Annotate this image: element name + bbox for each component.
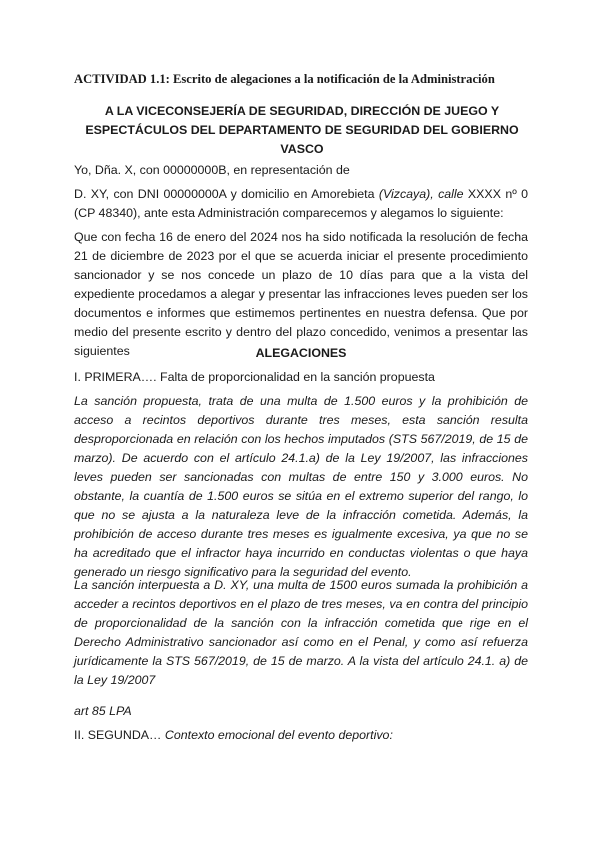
second-allegation-heading bbox=[74, 726, 528, 745]
intro-line: Yo, Dña. X, con 00000000B, en representación de bbox=[74, 163, 350, 177]
activity-header bbox=[74, 72, 534, 87]
notification-paragraph: Que con fecha 16 de enero del 2024 nos ha sido notificada la resolución de fecha 21 de diciembre de 2023 por el que se acuerda iniciar el presente procedimiento sancionador y se nos concede un plazo de 10 días para que a la vista del expediente procedamos a alegar y presentar las infracciones leves pueden ser los documentos e informes que estimemos pertinentes en nuestra defensa. Que por medio del presente escrito y dentro del plazo concedido, venimos a presentar las siguientes bbox=[74, 230, 528, 358]
addressee-title: A LA VICECONSEJERÍA DE SEGURIDAD, DIRECCIÓN DE JUEGO Y ESPECTÁCULOS DEL DEPARTAMENTO DE SEGURIDAD DEL GOBIERNO VASCO bbox=[85, 104, 519, 156]
activity-label: ACTIVIDAD 1.1: bbox=[74, 72, 170, 86]
first-allegation-heading: I. PRIMERA…. Falta de proporcionalidad en la sanción propuesta bbox=[74, 370, 435, 384]
represented-calle: calle bbox=[438, 187, 464, 201]
margin-note: art 85 LPA bbox=[74, 704, 132, 718]
second-allegation-label: II. SEGUNDA… bbox=[74, 728, 165, 742]
represented-part1: D. XY, con DNI 00000000A y domicilio en Amorebieta bbox=[74, 187, 379, 201]
represented-party-paragraph bbox=[74, 185, 528, 223]
first-allegation-paragraph-1: La sanción propuesta, trata de una multa de 1.500 euros y la prohibición de acceso a recintos deportivos durante tres meses, esta sanción resulta desproporcionada en relación con los hechos imputados (STS 567/2019, de 15 de marzo). De acuerdo con el artículo 24.1.a) de la Ley 19/2007, las infracciones leves pueden ser sancionadas con multas de entre 150 y 3.000 euros. No obstante, la cuantía de 1.500 euros se sitúa en el extremo superior del rango, lo que no se ajusta a la naturaleza leve de la infracción cometida. Además, la prohibición de acceso durante tres meses es igualmente excesiva, ya que no se ha acreditado que el infractor haya incurrido en conductas violentas o que haya generado un riesgo significativo para la seguridad del evento. bbox=[74, 394, 528, 579]
represented-province: (Vizcaya), bbox=[378, 187, 434, 201]
activity-text: Escrito de alegaciones a la notificación de la Administración bbox=[169, 72, 495, 86]
represented-part3: XXXX nº 0 (CP 48340), ante esta Administración comparecemos y alegamos lo siguiente: bbox=[74, 187, 528, 220]
second-allegation-title: Contexto emocional del evento deportivo: bbox=[164, 728, 393, 742]
alegaciones-heading: ALEGACIONES bbox=[255, 346, 347, 360]
first-allegation-paragraph-2: La sanción interpuesta a D. XY, una multa de 1500 euros sumada la prohibición a acceder a recintos deportivos en el plazo de tres meses, va en contra del principio de proporcionalidad de la sanción con la infracción cometida que rige en el Derecho Administrativo sancionador así como en el Penal, y como así refuerza jurídicamente la STS 567/2019, de 15 de marzo. A la vista del artículo 24.1. a) de la Ley 19/2007 bbox=[74, 578, 528, 687]
